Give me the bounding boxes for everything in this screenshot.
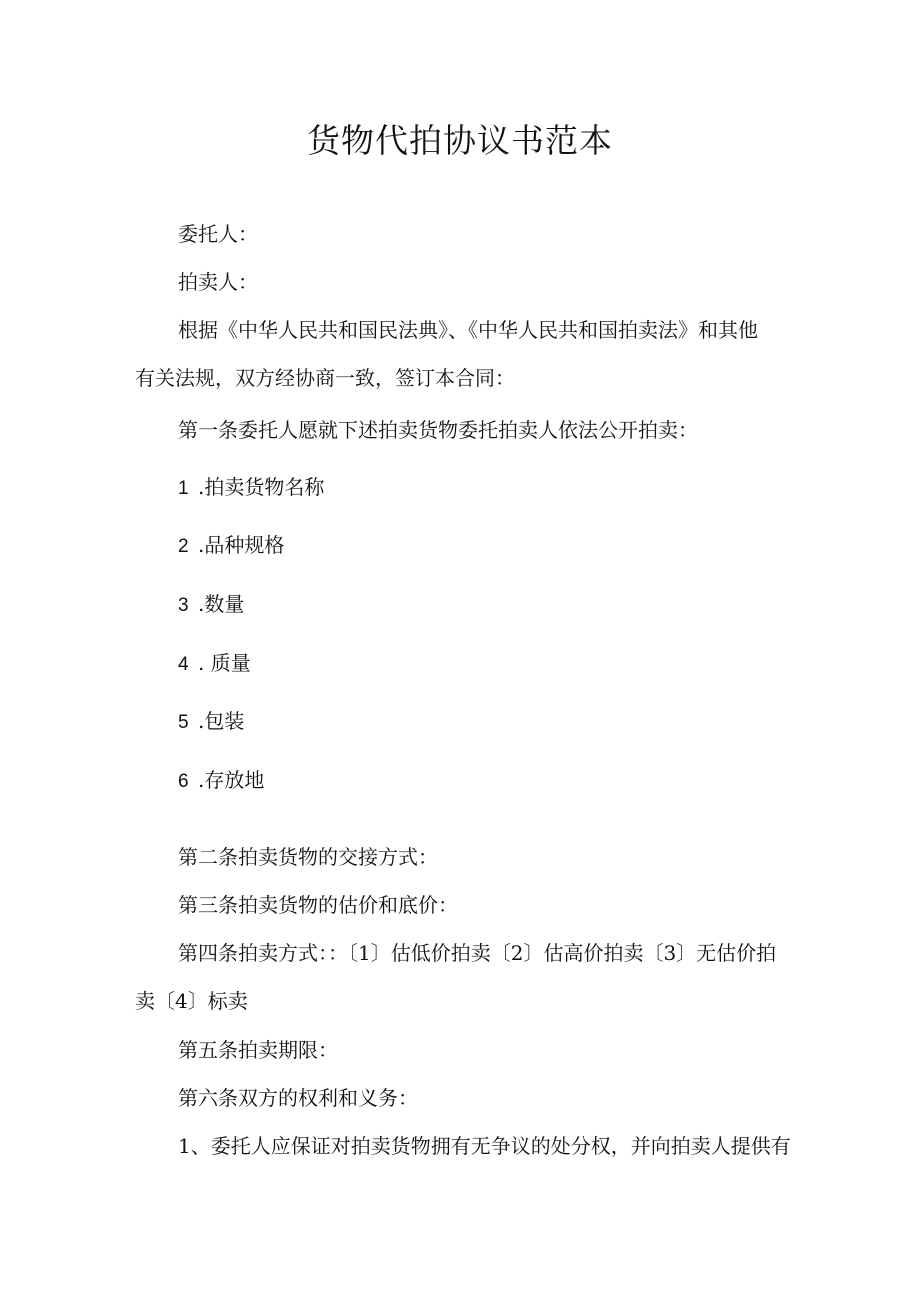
document-title: 货物代拍协议书范本 [307, 121, 613, 160]
preamble-line-1: 根据《中华人民共和国民法典》、《中华人民共和国拍卖法》和其他 [178, 318, 758, 342]
preamble-paragraph [135, 306, 795, 354]
list-item [178, 589, 244, 621]
list-item-label: .存放地 [198, 768, 265, 792]
list-item [178, 530, 284, 562]
list-item [178, 648, 251, 680]
preamble-paragraph-continued [135, 354, 795, 402]
list-item-number: 3 [178, 595, 189, 616]
list-item-label: .数量 [198, 592, 245, 616]
list-item-label: .包装 [198, 709, 245, 733]
article-5: 第五条拍卖期限： [178, 1038, 338, 1062]
list-item-label: .品种规格 [198, 533, 285, 557]
article-4-line-2: 卖〔4〕标卖 [135, 989, 248, 1013]
party-client-line: 委托人： [178, 222, 258, 246]
article-6: 第六条双方的权利和义务： [178, 1086, 418, 1110]
article-6-item-1: 1、委托人应保证对拍卖货物拥有无争议的处分权，并向拍卖人提供有 [178, 1134, 791, 1158]
article-4 [135, 929, 795, 977]
list-item-label: . 质量 [198, 651, 251, 675]
list-item-number: 4 [178, 654, 189, 675]
list-item-number: 5 [178, 712, 189, 733]
list-item [178, 765, 264, 797]
list-item-label: .拍卖货物名称 [198, 475, 325, 499]
list-item-number: 2 [178, 536, 189, 557]
party-auctioneer-line: 拍卖人： [178, 270, 258, 294]
article-4-line-1: 第四条拍卖方式：：〔1〕估低价拍卖〔2〕估高价拍卖〔3〕无估价拍 [178, 941, 777, 965]
list-item [178, 706, 244, 738]
article-1: 第一条委托人愿就下述拍卖货物委托拍卖人依法公开拍卖： [178, 418, 698, 442]
article-4-continued [135, 977, 795, 1025]
list-item [178, 472, 324, 504]
article-3: 第三条拍卖货物的估价和底价： [178, 893, 458, 917]
article-2: 第二条拍卖货物的交接方式： [178, 845, 438, 869]
list-item-number: 1 [178, 478, 189, 499]
list-item-number: 6 [178, 771, 189, 792]
preamble-line-2: 有关法规，双方经协商一致，签订本合同： [135, 366, 515, 390]
